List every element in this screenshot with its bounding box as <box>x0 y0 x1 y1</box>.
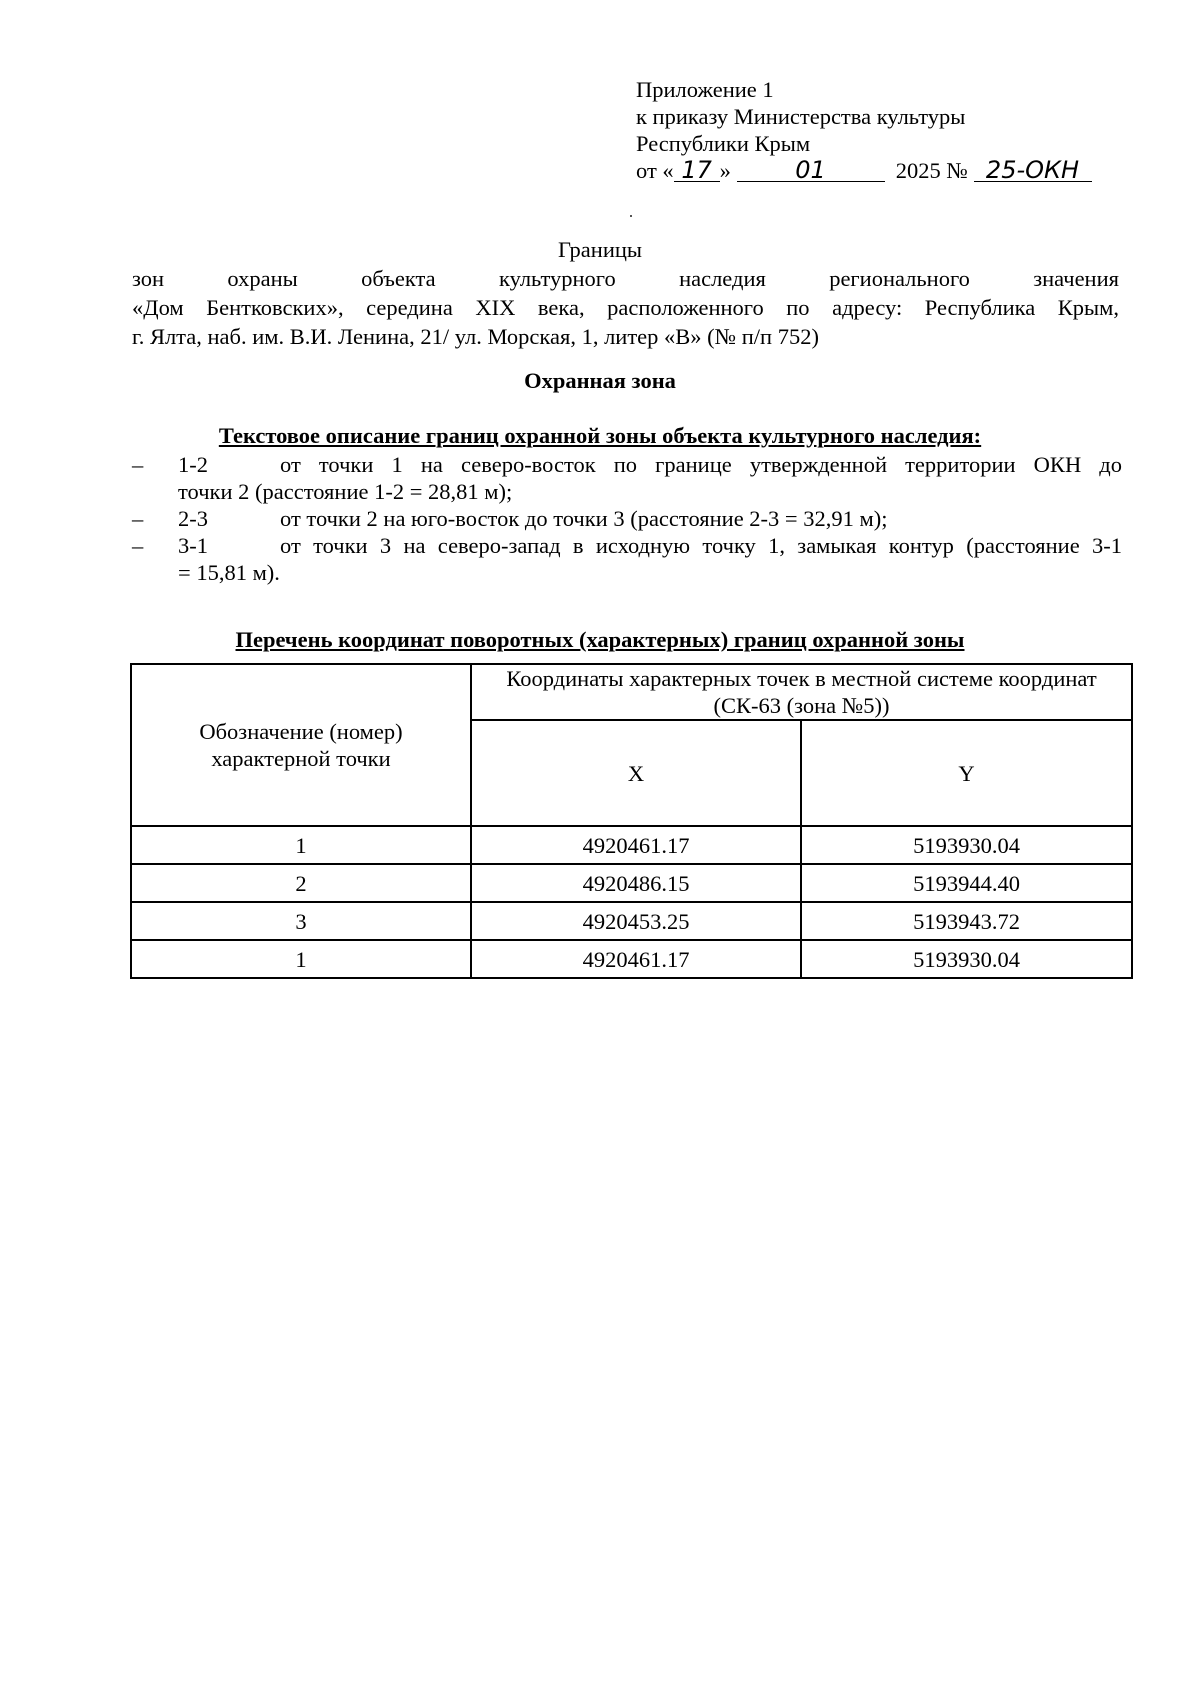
segment-text-cont: = 15,81 м). <box>178 560 280 585</box>
document-title: Границы <box>557 237 643 262</box>
handwritten-day: 17 <box>674 159 720 182</box>
table-row <box>131 864 1132 902</box>
handwritten-order-number: 25-ОКН <box>974 159 1092 182</box>
table-row <box>131 826 1132 864</box>
year-and-number-label: 2025 № <box>895 158 968 183</box>
point-number-cell: 2 <box>131 864 471 902</box>
coordinates-table <box>130 663 1133 979</box>
segment-text: от точки 2 на юго-восток до точки 3 (расстояние 2-3 = 32,91 м); <box>280 506 888 531</box>
list-item <box>132 505 1122 532</box>
point-number-cell: 1 <box>131 940 471 978</box>
x-coordinate-cell: 4920453.25 <box>471 902 801 940</box>
dash-bullet: – <box>132 452 144 477</box>
order-label: к приказу Министерства культуры <box>636 104 966 129</box>
segment-text: от точки 3 на северо-запад в исходную точку 1, замыкая контур (расстояние 3-1 <box>280 533 1122 558</box>
republic-label: Республики Крым <box>636 131 811 156</box>
point-number-cell: 3 <box>131 902 471 940</box>
dash-bullet: – <box>132 506 144 531</box>
date-day-suffix: » <box>719 158 731 183</box>
approval-block <box>636 76 1096 184</box>
title-line-3: г. Ялта, наб. им. В.И. Ленина, 21/ ул. Морская, 1, литер «В» (№ п/п 752) <box>132 324 819 349</box>
order-date-line <box>636 157 1096 184</box>
column-header-coordinates: Координаты характерных точек в местной системе координат (СК-63 (зона №5)) <box>471 664 1132 720</box>
title-line-1: зон охраны объекта культурного наследия регионального значения <box>132 266 1119 291</box>
segment-text: от точки 1 на северо-восток по границе утвержденной территории ОКН до <box>280 452 1122 477</box>
column-header-point: Обозначение (номер) характерной точки <box>131 664 471 826</box>
segment-code: 3-1 <box>178 533 208 558</box>
segment-text-cont: точки 2 (расстояние 1-2 = 28,81 м); <box>178 479 513 504</box>
boundary-description-list <box>132 451 1122 586</box>
scan-dot <box>630 215 632 217</box>
coordinates-heading: Перечень координат поворотных (характерных) границ охранной зоны <box>235 627 965 652</box>
point-number-cell: 1 <box>131 826 471 864</box>
y-coordinate-cell: 5193930.04 <box>801 826 1132 864</box>
dash-bullet: – <box>132 533 144 558</box>
title-line-2: «Дом Бентковских», середина XIX века, расположенного по адресу: Республика Крым, <box>132 295 1119 320</box>
title-description <box>132 264 1119 351</box>
date-prefix: от « <box>636 158 674 183</box>
column-header-x: X <box>471 720 801 826</box>
segment-code: 2-3 <box>178 506 208 531</box>
y-coordinate-cell: 5193930.04 <box>801 940 1132 978</box>
x-coordinate-cell: 4920461.17 <box>471 940 801 978</box>
handwritten-month: 01 <box>737 159 885 182</box>
table-row <box>131 940 1132 978</box>
x-coordinate-cell: 4920461.17 <box>471 826 801 864</box>
y-coordinate-cell: 5193944.40 <box>801 864 1132 902</box>
column-header-y: Y <box>801 720 1132 826</box>
table-row <box>131 902 1132 940</box>
y-coordinate-cell: 5193943.72 <box>801 902 1132 940</box>
x-coordinate-cell: 4920486.15 <box>471 864 801 902</box>
appendix-label: Приложение 1 <box>636 77 774 102</box>
zone-heading: Охранная зона <box>524 368 676 393</box>
segment-code: 1-2 <box>178 452 208 477</box>
description-heading: Текстовое описание границ охранной зоны объекта культурного наследия: <box>218 423 982 448</box>
list-item <box>132 532 1122 586</box>
list-item <box>132 451 1122 505</box>
